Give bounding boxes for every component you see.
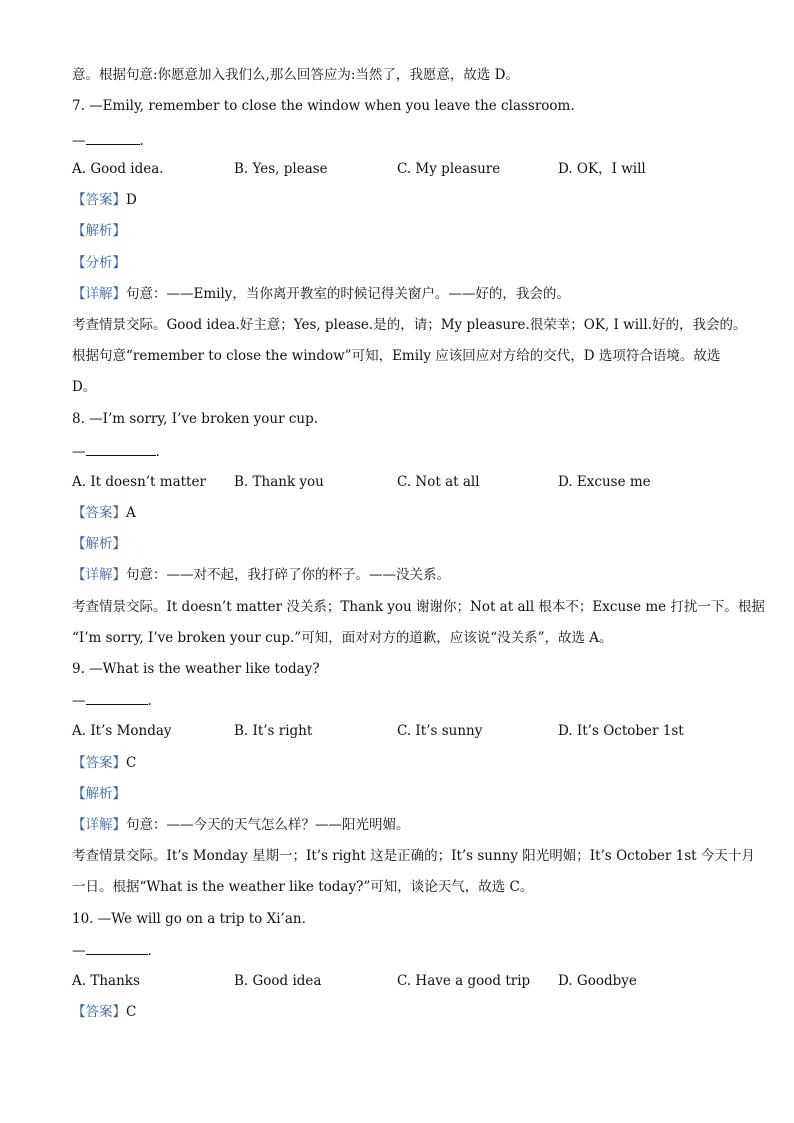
answer-tag: 【答案】 bbox=[72, 755, 126, 771]
period: . bbox=[147, 693, 152, 709]
dash: — bbox=[72, 693, 86, 709]
question-8: 8. —I’m sorry, I’ve broken your cup. bbox=[72, 411, 319, 427]
answer-blank bbox=[86, 443, 156, 456]
option-c: C. Not at all bbox=[397, 474, 480, 490]
answer-blank-line bbox=[72, 443, 734, 461]
explanation-line: “I’m sorry, I’ve broken your cup.”可知，面对对方的道歉，应该说“没关系”，故选 A。 bbox=[72, 630, 613, 646]
option-c: C. Have a good trip bbox=[397, 973, 531, 989]
answer-blank-line bbox=[72, 692, 734, 710]
answer-value: C bbox=[126, 755, 137, 771]
answer-tag: 【答案】 bbox=[72, 192, 126, 208]
detail-tag: 【详解】 bbox=[72, 286, 126, 302]
answer-tag: 【答案】 bbox=[72, 505, 126, 521]
answer-blank bbox=[86, 942, 148, 955]
option-b: B. Good idea bbox=[234, 973, 322, 989]
text-line: 意。根据句意:你愿意加入我们么,那么回答应为:当然了，我愿意，故选 D。 bbox=[72, 67, 520, 83]
analysis-tag: 【解析】 bbox=[72, 223, 126, 239]
period: . bbox=[155, 444, 160, 460]
fenxi-tag: 【分析】 bbox=[72, 255, 126, 271]
answer-blank bbox=[86, 692, 148, 705]
detail-tag: 【详解】 bbox=[72, 567, 126, 583]
detail-text: 句意：——对不起，我打碎了你的杯子。——没关系。 bbox=[126, 567, 450, 583]
analysis-tag: 【解析】 bbox=[72, 536, 126, 552]
option-d: D. Goodbye bbox=[558, 973, 637, 989]
analysis-tag: 【解析】 bbox=[72, 786, 126, 802]
explanation-line: 考查情景交际。Good idea.好主意；Yes, please.是的，请；My pleasure.很荣幸；OK, I will.好的，我会的。 bbox=[72, 317, 747, 333]
answer-line bbox=[72, 504, 734, 522]
option-d: D. Excuse me bbox=[558, 474, 651, 490]
answer-blank bbox=[86, 132, 140, 145]
answer-line bbox=[72, 191, 734, 209]
explanation-line: 考查情景交际。It’s Monday 星期一；It’s right 这是正确的；It’s sunny 阳光明媚；It’s October 1st 今天十月 bbox=[72, 848, 755, 864]
explanation-line: 根据句意“remember to close the window”可知，Emily 应该回应对方给的交代，D 选项符合语境。故选 bbox=[72, 348, 721, 364]
option-a: A. Good idea. bbox=[72, 161, 164, 177]
dash: — bbox=[72, 943, 86, 959]
period: . bbox=[147, 943, 152, 959]
question-7: 7. —Emily, remember to close the window when you leave the classroom. bbox=[72, 98, 575, 114]
answer-value: A bbox=[126, 505, 136, 521]
option-a: A. It’s Monday bbox=[72, 723, 172, 739]
option-a: A. Thanks bbox=[72, 973, 140, 989]
dash: — bbox=[72, 444, 86, 460]
dash: — bbox=[72, 133, 86, 149]
detail-tag: 【详解】 bbox=[72, 817, 126, 833]
answer-tag: 【答案】 bbox=[72, 1004, 126, 1020]
option-b: B. Yes, please bbox=[234, 161, 328, 177]
answer-line bbox=[72, 754, 734, 772]
explanation-line bbox=[72, 816, 734, 834]
option-d: D. OK，I will bbox=[558, 161, 646, 177]
period: . bbox=[139, 133, 144, 149]
answer-blank-line bbox=[72, 942, 734, 960]
option-d: D. It’s October 1st bbox=[558, 723, 684, 739]
detail-text: 句意：——今天的天气怎么样？——阳光明媚。 bbox=[126, 817, 410, 833]
answer-value: C bbox=[126, 1004, 137, 1020]
option-b: B. Thank you bbox=[234, 474, 324, 490]
question-10: 10. —We will go on a trip to Xi’an. bbox=[72, 911, 306, 927]
option-b: B. It’s right bbox=[234, 723, 313, 739]
answer-blank-line bbox=[72, 132, 734, 150]
detail-text: 句意：——Emily，当你离开教室的时候记得关窗户。——好的，我会的。 bbox=[126, 286, 570, 302]
answer-value: D bbox=[126, 192, 137, 208]
explanation-line: D。 bbox=[72, 379, 97, 395]
explanation-line bbox=[72, 566, 734, 584]
option-a: A. It doesn’t matter bbox=[72, 474, 206, 490]
option-c: C. It’s sunny bbox=[397, 723, 483, 739]
question-9: 9. —What is the weather like today? bbox=[72, 661, 320, 677]
answer-line bbox=[72, 1003, 734, 1021]
explanation-line bbox=[72, 285, 734, 303]
explanation-line: 一日。根据“What is the weather like today?”可知，谈论天气，故选 C。 bbox=[72, 879, 534, 895]
explanation-line: 考查情景交际。It doesn’t matter 没关系；Thank you 谢谢你；Not at all 根本不；Excuse me 打扰一下。根据 bbox=[72, 599, 765, 615]
option-c: C. My pleasure bbox=[397, 161, 501, 177]
